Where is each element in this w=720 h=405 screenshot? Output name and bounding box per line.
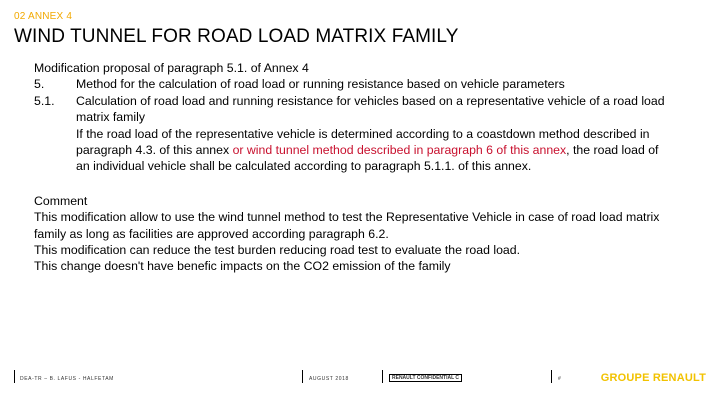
inserted-text: or wind tunnel method described in paragraph 6 of this annex: [232, 143, 567, 158]
comment-line: This modification can reduce the test burden reducing road test to evaluate the road load.: [34, 243, 521, 258]
page-title: WIND TUNNEL FOR ROAD LOAD MATRIX FAMILY: [14, 26, 459, 47]
proposal-heading: Modification proposal of paragraph 5.1. of Annex 4: [34, 61, 309, 75]
proposal-paragraph: [34, 126, 674, 175]
paragraph-number: 5.: [34, 77, 45, 92]
paragraph-item: [34, 93, 674, 126]
comment-line: This modification allow to use the wind tunnel method to test the Representative Vehicle in case of road load matrix family as long as facilities are approved according paragraph 6.2.: [34, 210, 660, 241]
footer-date: AUGUST 2018: [309, 376, 349, 382]
paragraph-item: [34, 76, 674, 92]
comment-section: [34, 193, 674, 275]
paragraph-text: Method for the calculation of road load or running resistance based on vehicle parameters: [76, 77, 565, 92]
paragraph-text: Calculation of road load and running resistance for vehicles based on a representative vehicle of a road load matrix family: [76, 93, 665, 125]
paragraph-text-part1: If the road load of the representative vehicle is determined according to a coastdown method described in paragraph 4.3. of this annex: [76, 126, 650, 158]
paragraph-number: 5.1.: [34, 93, 55, 108]
section-kicker: 02 ANNEX 4: [14, 11, 73, 22]
comment-heading: Comment: [34, 193, 88, 208]
footer-divider: [302, 370, 303, 383]
footer-author: DEA-TR – B. LAFUS - HALFETAM: [20, 376, 114, 382]
groupe-renault-logo: GROUPE RENAULT: [600, 372, 706, 384]
footer-divider: [14, 370, 15, 383]
footer-divider: [382, 370, 383, 383]
slide-content: [34, 60, 674, 275]
page-number: #: [558, 376, 562, 382]
footer-divider: [551, 370, 552, 383]
paragraph-text-part2: , the road load of an individual vehicle shall be calculated according to paragraph 5.1.1. of this annex.: [76, 143, 659, 174]
footer: [0, 368, 720, 388]
confidential-badge: RENAULT CONFIDENTIAL C: [389, 374, 462, 382]
comment-line: This change doesn't have benefic impacts on the CO2 emission of the family: [34, 259, 451, 274]
